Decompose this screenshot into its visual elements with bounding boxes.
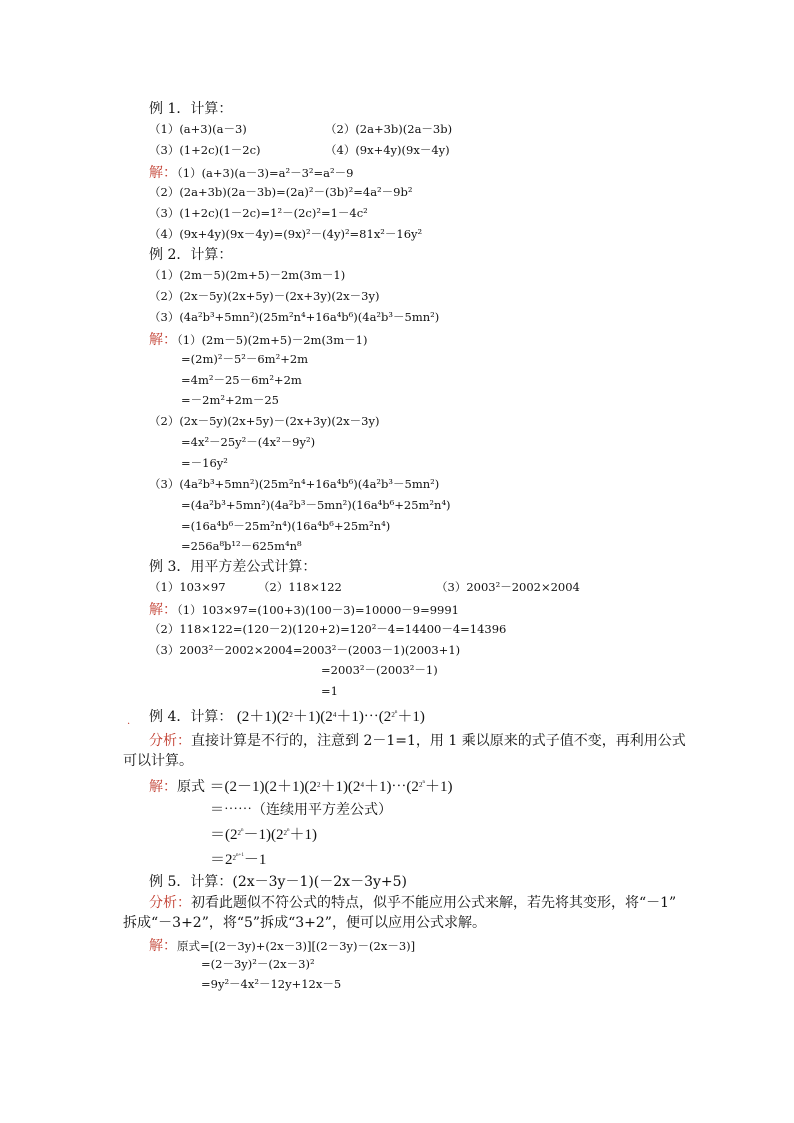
example-3-s3a: （3）2003²－2002×2004=2003²－(2003－1)(2003+1) xyxy=(149,643,461,657)
example-3-solution-row1 xyxy=(149,600,459,620)
example-1-q2: （2）(2a+3b)(2a－3b) xyxy=(325,122,453,136)
example-1-title: 例 1．计算： xyxy=(149,101,233,117)
example-4-s0-expression: $=(2-1)(2+1)(2^2+1)(2^4+1)\cdots(2^{2^n}+1)$ xyxy=(209,779,453,795)
example-3-s2: （2）118×122=(120－2)(120+2)=120²－4=14400－4=14396 xyxy=(149,622,507,636)
example-2-q3: （3）(4a²b³+5mn²)(25m²n⁴+16a⁴b⁶)(4a²b³－5mn²) xyxy=(149,310,440,324)
example-4-s3: $=2^{2^{n+1}}-1$ xyxy=(210,852,267,868)
example-5-s1: 原式=[(2－3y)+(2x－3)][(2－3y)－(2x－3)] xyxy=(177,939,416,953)
example-4-analysis-row1 xyxy=(149,731,686,751)
example-4-expression: $(2+1)(2^2+1)(2^4+1)\cdots(2^{2^n}+1)$ xyxy=(236,709,425,725)
example-3-q2: （2）118×122 xyxy=(258,580,342,594)
example-5-s3: =9y²－4x²－12y+12x－5 xyxy=(201,977,342,991)
example-2-s2b: =4x²－25y²－(4x²－9y²) xyxy=(181,435,316,449)
example-3-q3: （3）2003²－2002×2004 xyxy=(436,580,580,594)
example-1-s3: （3）(1+2c)(1－2c)=1²－(2c)²=1－4c² xyxy=(149,206,368,220)
analysis-label: 分析： xyxy=(149,895,191,911)
example-3-s3c: =1 xyxy=(321,684,338,698)
example-2-q2: （2）(2x－5y)(2x+5y)－(2x+3y)(2x－3y) xyxy=(149,289,380,303)
example-2-s1a: （1）(2m－5)(2m+5)－2m(3m－1) xyxy=(177,333,368,347)
example-1-s4: （4）(9x+4y)(9x－4y)=(9x)²－(4y)²=81x²－16y² xyxy=(149,227,423,241)
example-4-analysis-1: 直接计算是不行的，注意到 2－1=1，用 1 乘以原来的式子值不变，再利用公式 xyxy=(191,733,686,749)
example-5-s2: =(2－3y)²－(2x－3)² xyxy=(201,957,315,971)
example-4-s1: ＝⋯⋯（连续用平方差公式） xyxy=(210,802,392,818)
solution-label: 解： xyxy=(149,332,177,348)
example-5-solution-row1 xyxy=(149,936,415,956)
example-4-solution-row1 xyxy=(149,776,452,798)
solution-label: 解： xyxy=(149,165,177,181)
example-3-q1: （1）103×97 xyxy=(149,580,226,594)
example-2-s3c: =(16a⁴b⁶－25m²n⁴)(16a⁴b⁶+25m²n⁴) xyxy=(181,519,391,533)
example-4-s0-prefix: 原式 xyxy=(177,779,205,795)
solution-label: 解： xyxy=(149,602,177,618)
example-4-s2: $=(2^{2^n}-1)(2^{2^n}+1)$ xyxy=(210,827,317,843)
example-4-title-row xyxy=(149,706,425,728)
example-1-q1: （1）(a+3)(a－3) xyxy=(149,122,247,136)
solution-label: 解： xyxy=(149,938,177,954)
example-2-solution-row1 xyxy=(149,330,367,350)
example-2-s3d: =256a⁸b¹²－625m⁴n⁸ xyxy=(181,539,302,553)
example-2-s1d: =－2m²+2m－25 xyxy=(181,393,279,407)
example-1-s1: （1）(a+3)(a－3)=a²－3²=a²－9 xyxy=(177,166,354,180)
example-4-title: 例 4．计算： xyxy=(149,709,233,725)
example-2-q1: （1）(2m－5)(2m+5)－2m(3m－1) xyxy=(149,268,346,282)
example-4-analysis-2: 可以计算。 xyxy=(123,753,193,769)
example-2-s3a: （3）(4a²b³+5mn²)(25m²n⁴+16a⁴b⁶)(4a²b³－5mn²) xyxy=(149,477,440,491)
example-3-s1: （1）103×97=(100+3)(100－3)=10000－9=9991 xyxy=(177,603,459,617)
analysis-label: 分析： xyxy=(149,733,191,749)
example-1-s2: （2）(2a+3b)(2a－3b)=(2a)²－(3b)²=4a²－9b² xyxy=(149,185,413,199)
example-2-s2c: =－16y² xyxy=(181,456,228,470)
example-3-s3b: =2003²－(2003²－1) xyxy=(321,663,438,677)
solution-label: 解： xyxy=(149,779,177,795)
example-2-s1c: =4m²－25－6m²+2m xyxy=(181,373,302,387)
example-3-title: 例 3．用平方差公式计算： xyxy=(149,559,317,575)
example-2-s2a: （2）(2x－5y)(2x+5y)－(2x+3y)(2x－3y) xyxy=(149,414,380,428)
example-1-q3: （3）(1+2c)(1－2c) xyxy=(149,143,261,157)
example-1-solution-row1 xyxy=(149,163,353,183)
example-2-s1b: =(2m)²－5²－6m²+2m xyxy=(181,352,309,366)
example-2-title: 例 2．计算： xyxy=(149,247,233,263)
example-1-q4: （4）(9x+4y)(9x－4y) xyxy=(325,143,450,157)
example-5-analysis-1: 初看此题似不符公式的特点，似乎不能应用公式来解，若先将其变形，将“－1” xyxy=(191,895,677,911)
example-5-analysis-row1 xyxy=(149,893,676,913)
stray-dot: . xyxy=(127,716,131,727)
example-2-s3b: =(4a²b³+5mn²)(4a²b³－5mn²)(16a⁴b⁶+25m²n⁴) xyxy=(181,498,451,512)
example-5-title: 例 5．计算：(2x－3y－1)(－2x－3y+5) xyxy=(149,874,407,890)
example-5-analysis-2: 拆成“－3+2”，将“5”拆成“3+2”，便可以应用公式求解。 xyxy=(123,915,486,931)
